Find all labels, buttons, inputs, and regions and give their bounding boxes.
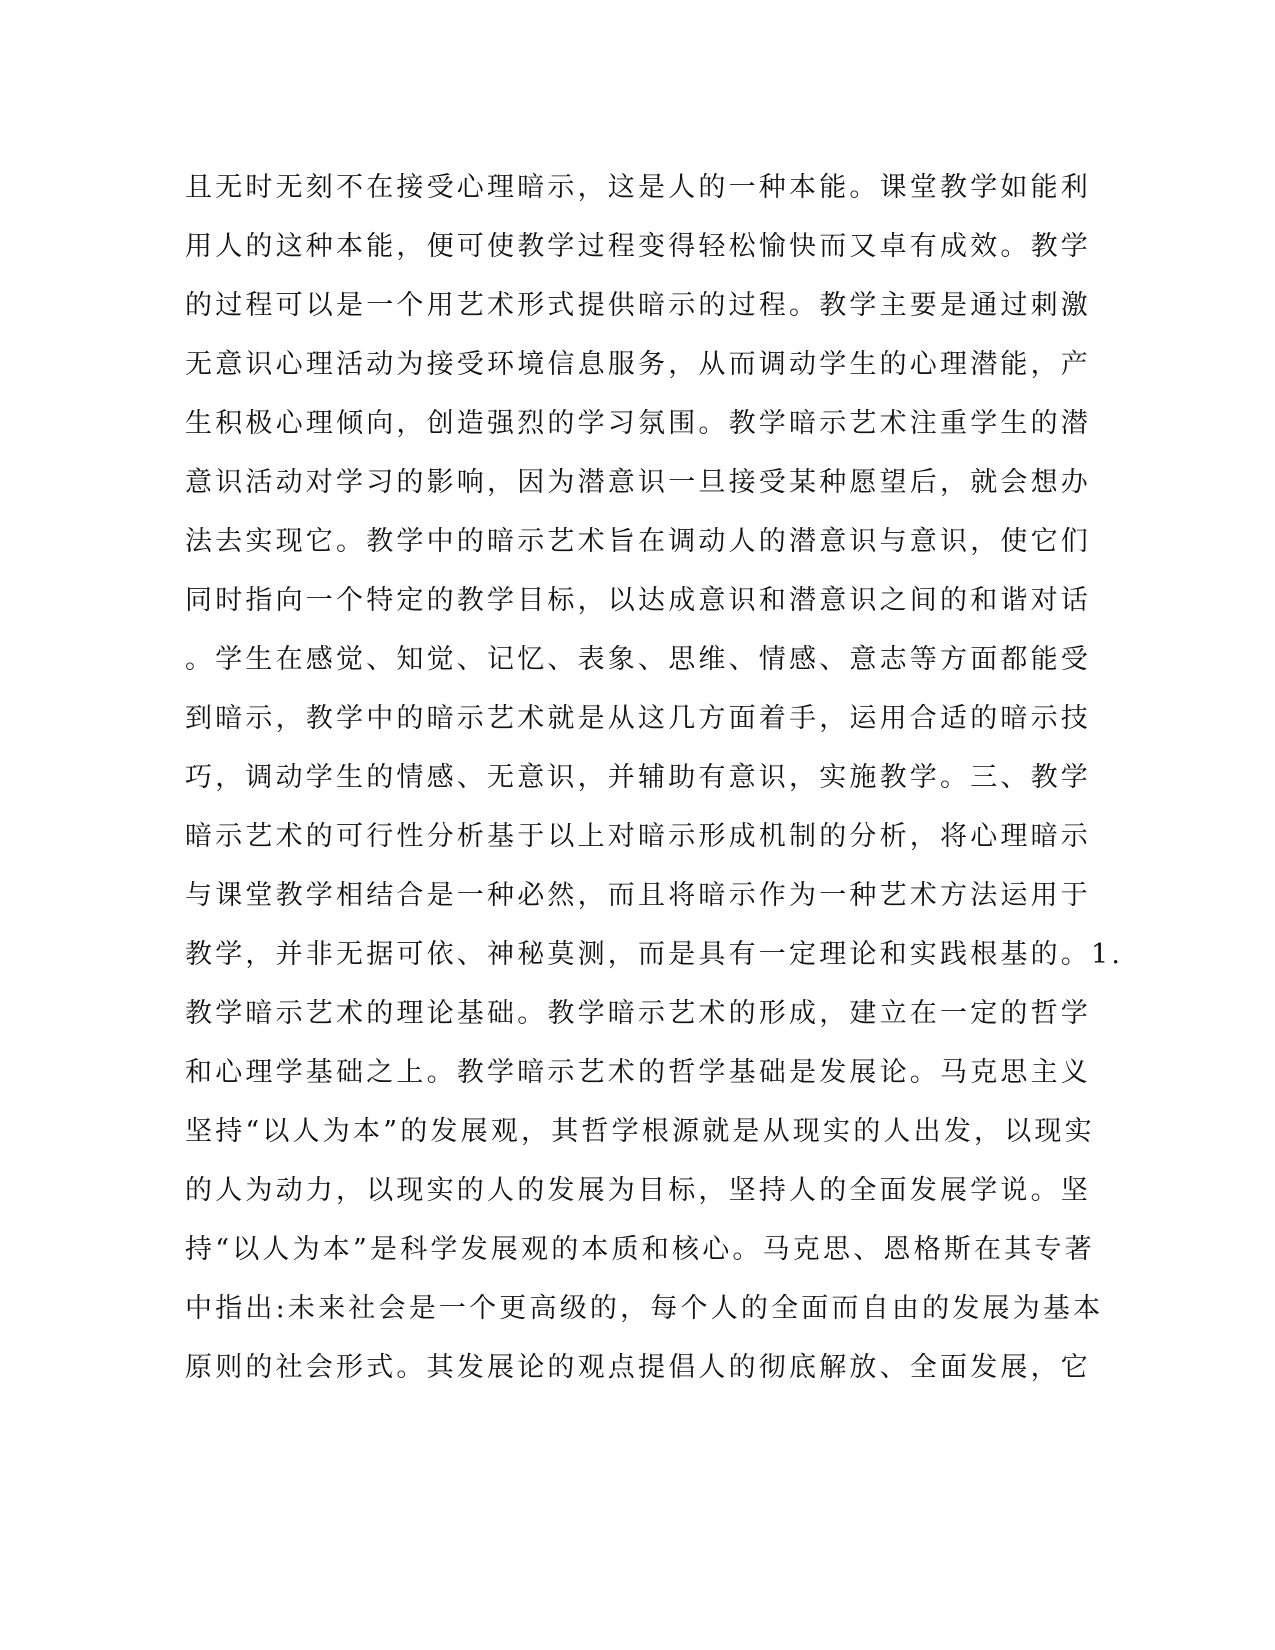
text-line: 同时指向一个特定的教学目标，以达成意识和潜意识之间的和谐对话 [185,585,1091,616]
text-line: 暗示艺术的可行性分析基于以上对暗示形成机制的分析，将心理暗示 [185,821,1091,852]
text-line: 的人为动力，以现实的人的发展为目标，坚持人的全面发展学说。坚 [185,1175,1091,1206]
text-line: 用人的这种本能，便可使教学过程变得轻松愉快而又卓有成效。教学 [185,231,1091,262]
text-line: 无意识心理活动为接受环境信息服务，从而调动学生的心理潜能，产 [185,349,1091,380]
text-line: 教学暗示艺术的理论基础。教学暗示艺术的形成，建立在一定的哲学 [185,998,1091,1029]
text-line: 到暗示，教学中的暗示艺术就是从这几方面着手，运用合适的暗示技 [185,703,1091,734]
text-line: 的过程可以是一个用艺术形式提供暗示的过程。教学主要是通过刺激 [185,290,1091,321]
text-line: 。学生在感觉、知觉、记忆、表象、思维、情感、意志等方面都能受 [185,644,1091,675]
text-line: 生积极心理倾向，创造强烈的学习氛围。教学暗示艺术注重学生的潜 [185,408,1091,439]
text-line: 且无时无刻不在接受心理暗示，这是人的一种本能。课堂教学如能利 [185,172,1091,203]
text-line: 和心理学基础之上。教学暗示艺术的哲学基础是发展论。马克思主义 [185,1057,1091,1088]
text-line: 与课堂教学相结合是一种必然，而且将暗示作为一种艺术方法运用于 [185,880,1091,911]
text-line: 意识活动对学习的影响，因为潜意识一旦接受某种愿望后，就会想办 [185,467,1091,498]
text-line: 坚持“以人为本”的发展观，其哲学根源就是从现实的人出发，以现实 [185,1116,1095,1147]
text-line: 持“以人为本”是科学发展观的本质和核心。马克思、恩格斯在其专著 [185,1234,1095,1265]
text-line: 法去实现它。教学中的暗示艺术旨在调动人的潜意识与意识，使它们 [185,526,1091,557]
body-text [185,158,1124,1397]
text-line: 巧，调动学生的情感、无意识，并辅助有意识，实施教学。三、教学 [185,762,1091,793]
text-line: 教学，并非无据可依、神秘莫测，而是具有一定理论和实践根基的。1. [185,939,1124,970]
text-line: 原则的社会形式。其发展论的观点提倡人的彻底解放、全面发展，它 [185,1352,1091,1383]
text-line: 中指出:未来社会是一个更高级的，每个人的全面而自由的发展为基本 [185,1293,1104,1324]
